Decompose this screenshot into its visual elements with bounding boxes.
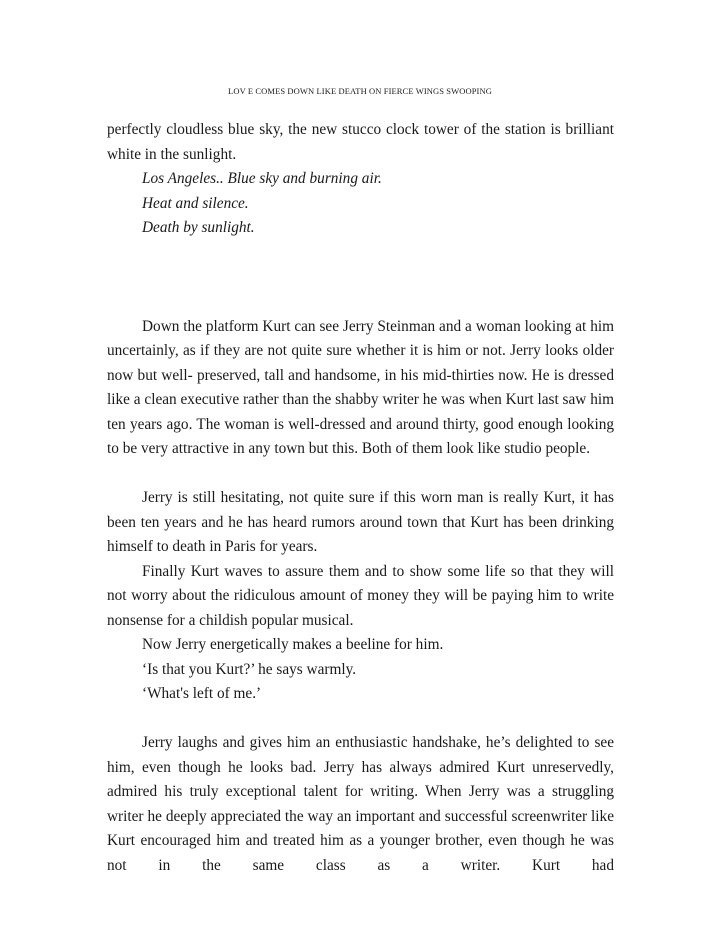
paragraph-beeline: Now Jerry energetically makes a beeline for him. <box>142 636 444 653</box>
paragraph-waves: Finally Kurt waves to assure them and to show some life so that they will not worry about the ridiculous amount of money they will be paying him to write nonsense for a childish popular musical. <box>107 562 614 629</box>
verse-line-1: Los Angeles.. Blue sky and burning air. <box>142 170 382 187</box>
paragraph-gap <box>107 462 614 487</box>
paragraph-opening: perfectly cloudless blue sky, the new stucco clock tower of the station is brilliant white in the sunlight. <box>107 121 614 163</box>
verse-line-2: Heat and silence. <box>142 194 249 212</box>
section-break <box>107 241 614 315</box>
running-header: LOV E COMES DOWN LIKE DEATH ON FIERCE WINGS SWOOPING <box>228 86 492 96</box>
verse-line-3: Death by sunlight. <box>142 219 255 236</box>
dialogue-line-1: ‘Is that you Kurt?’ he says warmly. <box>142 660 357 678</box>
page-body <box>107 118 614 878</box>
paragraph-hesitating: Jerry is still hesitating, not quite sure if this worn man is really Kurt, it has been ten years and he has heard rumors around town that Kurt has been drinking himself to death in Paris for years. <box>107 489 614 555</box>
paragraph-gap <box>107 707 614 732</box>
paragraph-laughs: Jerry laughs and gives him an enthusiastic handshake, he’s delighted to see him, even though he looks bad. Jerry has always admired Kurt unreservedly, admired his truly exceptional talent for writing. When Jerry was a struggling writer he deeply appreciated the way an important and successful screenwriter like Kurt encouraged him and treated him as a younger brother, even though he was not in the same class as a writer. Kurt had <box>107 734 614 874</box>
paragraph-platform: Down the platform Kurt can see Jerry Steinman and a woman looking at him uncertainly, as if they are not quite sure whether it is him or not. Jerry looks older now but well- preserved, tall and handsome, in his mid-thirties now. He is dressed like a clean executive rather than the shabby writer he was when Kurt last saw him ten years ago. The woman is well-dressed and around thirty, good enough looking to be very attractive in any town but this. Both of them look like studio people. <box>107 317 614 457</box>
dialogue-line-2: ‘What's left of me.’ <box>142 685 262 702</box>
